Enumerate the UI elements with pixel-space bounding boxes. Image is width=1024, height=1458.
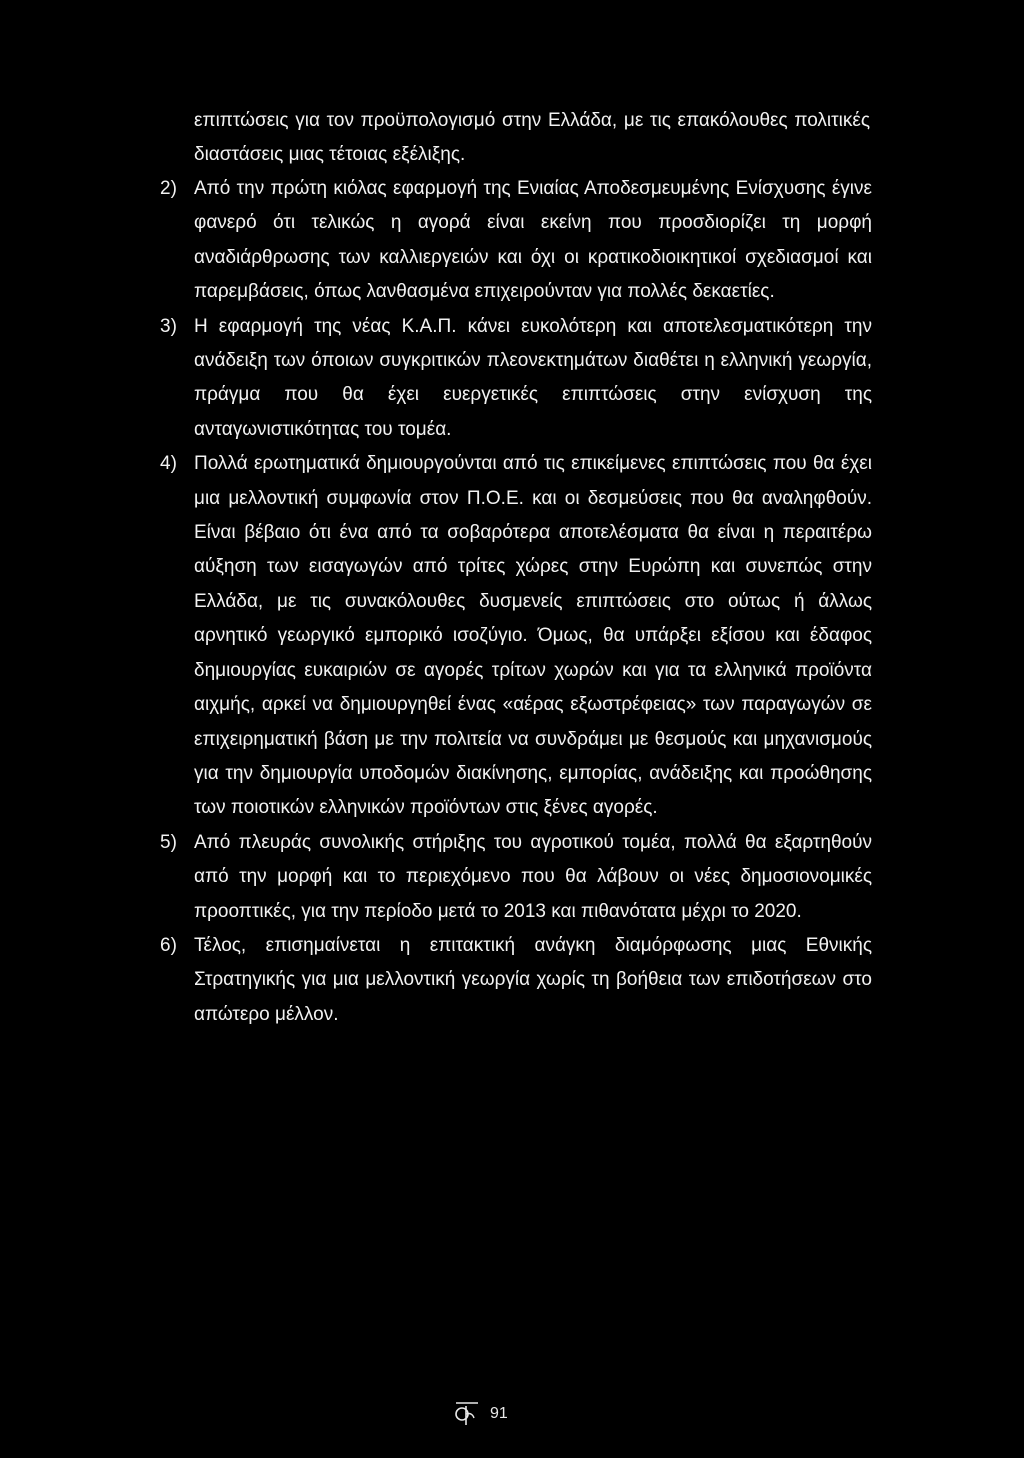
list-item-text: Από πλευράς συνολικής στήριξης του αγροτικού τομέα, πολλά θα εξαρτηθούν από την μορφή και το περιεχόμενο που θα λάβουν οι νέες δημοσιονομικές προοπτικές, για την περίοδο μετά το 2013 και πιθανότατα μέχρι το 2020. [194,831,872,922]
list-item [160,447,872,825]
list-item [160,172,872,310]
list-item-text: Η εφαρμογή της νέας Κ.Α.Π. κάνει ευκολότερη και αποτελεσματικότερη την ανάδειξη των όποιων συγκριτικών πλεονεκτημάτων διαθέτει η ελληνική γεωργία, πράγμα που θα έχει ευεργετικές επιπτώσεις στην ενίσχυση της ανταγωνιστικότητας του τομέα. [194,315,872,440]
list-item-text: Από την πρώτη κιόλας εφαρμογή της Ενιαίας Αποδεσμευμένης Ενίσχυσης έγινε φανερό ότι τελικώς η αγορά είναι εκείνη που προσδιορίζει τη μορφή αναδιάρθρωσης των καλλιεργειών και όχι οι κρατικοδιοικητικοί σχεδιασμοί και παρεμβάσεις, όπως λανθασμένα επιχειρούνταν για πολλές δεκαετίες. [194,178,872,303]
page-number: 91 [490,1405,508,1422]
list-item [160,929,872,1032]
page-footer [452,1400,508,1428]
list-item-text: Πολλά ερωτηματικά δημιουργούνται από τις επικείμενες επιπτώσεις που θα έχει μια μελλοντική συμφωνία στον Π.Ο.Ε. και οι δεσμεύσεις που θα αναληφθούν. Είναι βέβαιο ότι ένα από τα σοβαρότερα αποτελέσματα θα είναι η περαιτέρω αύξηση των εισαγωγών από τρίτες χώρες στην Ευρώπη και συνεπώς στην Ελλάδα, με τις συνακόλουθες δυσμενείς επιπτώσεις στο ούτως ή άλλως αρνητικό γεωργικό εμπορικό ισοζύγιο. Όμως, θα υπάρξει εξίσου και έδαφος δημιουργίας ευκαιριών σε αγορές τρίτων χωρών και για τα ελληνικά προϊόντα αιχμής, αρκεί να δημιουργηθεί ένας «αέρας εξωστρέφειας» των παραγωγών σε επιχειρηματική βάση με την πολιτεία να συνδράμει με θεσμούς και μηχανισμούς για την δημιουργία υποδομών διακίνησης, εμπορίας, ανάδειξης και προώθησης των ποιοτικών ελληνικών προϊόντων στις ξένες αγορές. [194,453,872,819]
intro-paragraph: επιπτώσεις για τον προϋπολογισμό στην Ελλάδα, με τις επακόλουθες πολιτικές διαστάσεις μιας τέτοιας εξέλιξης. [194,110,870,165]
list-item-text: Τέλος, επισημαίνεται η επιτακτική ανάγκη διαμόρφωσης μιας Εθνικής Στρατηγικής για μια μελλοντική γεωργία χωρίς τη βοήθεια των επιδοτήσεων στο απώτερο μέλλον. [194,934,872,1025]
list-item [160,826,872,929]
list-item-number: 3) [160,315,177,337]
numbered-list [160,172,872,1032]
list-item-number: 5) [160,831,177,853]
list-item-number: 6) [160,934,177,956]
list-item-number: 4) [160,453,177,475]
publisher-mark-icon [452,1400,480,1428]
list-item-number: 2) [160,178,177,199]
list-item [160,310,872,448]
